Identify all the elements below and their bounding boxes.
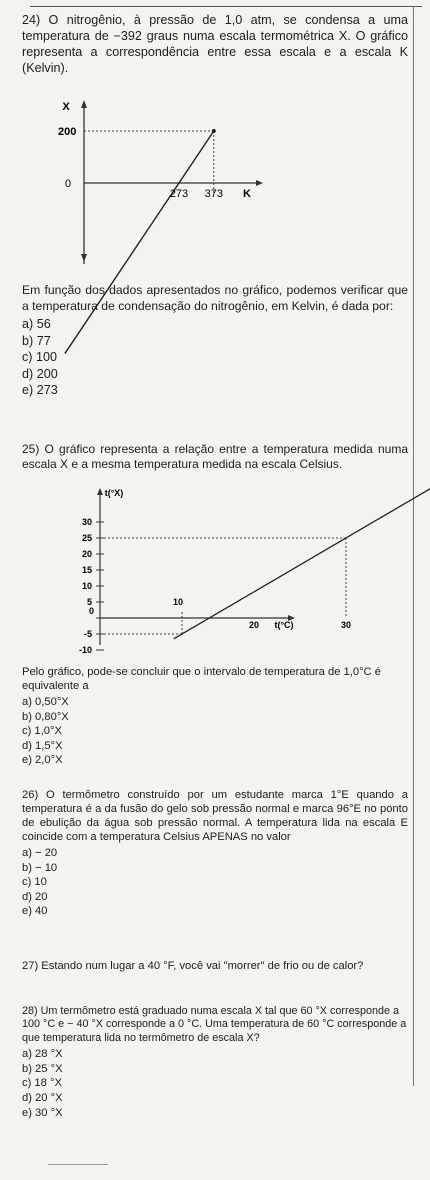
option[interactable]: a) 0,50°X <box>22 696 69 708</box>
q24-question: Em função dos dados apresentados no gráfico, podemos verificar que a temperatura de condensação do nitrogênio, em Kelvin, é dada por: <box>22 283 408 313</box>
question-26 <box>22 788 408 919</box>
option[interactable]: c) 10 <box>22 876 47 889</box>
q25-chart <box>60 485 352 660</box>
option[interactable]: c) 1,0°X <box>22 725 62 738</box>
bottom-rule <box>48 1164 108 1165</box>
question-28 <box>22 1005 408 1120</box>
y-tick-label: -5 <box>83 629 92 639</box>
y-tick-label: 10 <box>81 581 92 591</box>
y-tick-label: 5 <box>86 597 92 607</box>
q25-stem: 25) O gráfico representa a relação entre a temperatura medida numa escala X e a mesma temperatura medida na escala Celsius. <box>22 442 408 471</box>
x-axis-arrow <box>256 180 263 186</box>
option[interactable]: b) 0,80°X <box>22 710 69 723</box>
right-margin-rule <box>413 6 414 1086</box>
question-27 <box>22 959 408 973</box>
y-tick-label: 0 <box>88 606 94 616</box>
y-tick-label: 200 <box>58 126 77 138</box>
option[interactable]: b) − 10 <box>22 861 58 874</box>
q26-stem: 26) O termômetro construído por um estudante marca 1°E quando a temperatura é a da fusão do gelo sob pressão normal e marca 96°E no ponto de ebulição da água sob pressão normal. A temperatura lida na escala E coincide com a temperatura Celsius APENAS no valor <box>22 789 408 843</box>
y-axis-arrow <box>97 488 103 495</box>
q24-options <box>22 316 408 399</box>
option[interactable]: d) 20 °X <box>22 1092 63 1104</box>
x-tick-label: 273 <box>169 188 189 200</box>
q25-x-ticks <box>173 597 351 630</box>
q24-y-axis-label: X <box>62 101 70 113</box>
option[interactable]: e) 30 °X <box>22 1106 63 1119</box>
option[interactable]: e) 273 <box>22 383 58 398</box>
q24-axes <box>81 100 263 264</box>
x-tick-label: 30 <box>340 620 352 630</box>
question-24 <box>22 12 408 76</box>
q24-y-ticks <box>58 126 76 138</box>
q24-stem: 24) O nitrogênio, à pressão de 1,0 atm, se condensa a uma temperatura de −392 graus numa escala termométrica X. O gráfico representa a correspondência entre essa escala e a escala K (Kelvin). <box>22 13 408 75</box>
series-line <box>174 480 430 638</box>
option[interactable]: d) 20 <box>22 890 48 903</box>
y-axis-arrow <box>81 100 87 108</box>
q28-stem: 28) Um termômetro está graduado numa escala X tal que 60 °X corresponde a 100 °C e − 40 °X corresponde a 0 °C. Uma temperatura de 60 °C corresponde a que temperatura lida no termômetro de escala X? <box>22 1005 407 1044</box>
question-24-body <box>22 282 408 399</box>
option[interactable]: a) − 20 <box>22 847 58 859</box>
x-tick-label: 10 <box>172 597 184 607</box>
option[interactable]: d) 200 <box>22 366 58 381</box>
q24-guides <box>84 131 214 193</box>
q25-options <box>22 695 408 768</box>
option[interactable]: e) 40 <box>22 905 48 918</box>
option[interactable]: c) 18 °X <box>22 1077 62 1090</box>
x-tick-label: 0 <box>64 178 72 190</box>
q26-options <box>22 846 408 919</box>
option[interactable]: a) 56 <box>22 317 51 331</box>
q28-options <box>22 1047 408 1120</box>
question-25 <box>22 442 408 472</box>
x-tick-label: 373 <box>204 188 223 200</box>
q24-x-ticks <box>65 178 223 200</box>
q25-y-axis-label: t(°X) <box>104 488 124 498</box>
q25-x-axis-label: t(°C) <box>274 620 294 630</box>
option[interactable]: a) 28 °X <box>22 1048 63 1061</box>
data-point <box>212 129 216 133</box>
y-axis-bottom-arrow <box>81 254 87 262</box>
option[interactable]: e) 2,0°X <box>22 754 63 767</box>
q25-question: Pelo gráfico, pode-se concluir que o intervalo de temperatura de 1,0°C é equivalente a <box>22 666 381 692</box>
question-25-body <box>22 665 408 768</box>
q25-guides <box>100 538 346 634</box>
option[interactable]: d) 1,5°X <box>22 739 63 752</box>
y-tick-label: 20 <box>81 549 92 559</box>
y-tick-label: -10 <box>78 645 92 655</box>
y-tick-label: 30 <box>81 517 92 527</box>
q24-x-axis-label: K <box>243 188 251 200</box>
q25-series <box>174 480 430 638</box>
q27-stem: 27) Estando num lugar a 40 °F, você vai "morrer" de frio ou de calor? <box>22 960 364 972</box>
y-tick-label: 15 <box>81 565 92 575</box>
option[interactable]: b) 77 <box>22 333 51 348</box>
x-tick-label: 20 <box>248 620 260 630</box>
y-tick-label: 25 <box>81 533 92 543</box>
q24-chart <box>50 96 270 271</box>
option[interactable]: c) 100 <box>22 350 58 365</box>
q25-y-ticks <box>79 517 94 655</box>
option[interactable]: b) 25 °X <box>22 1062 63 1075</box>
top-rule <box>30 6 422 7</box>
